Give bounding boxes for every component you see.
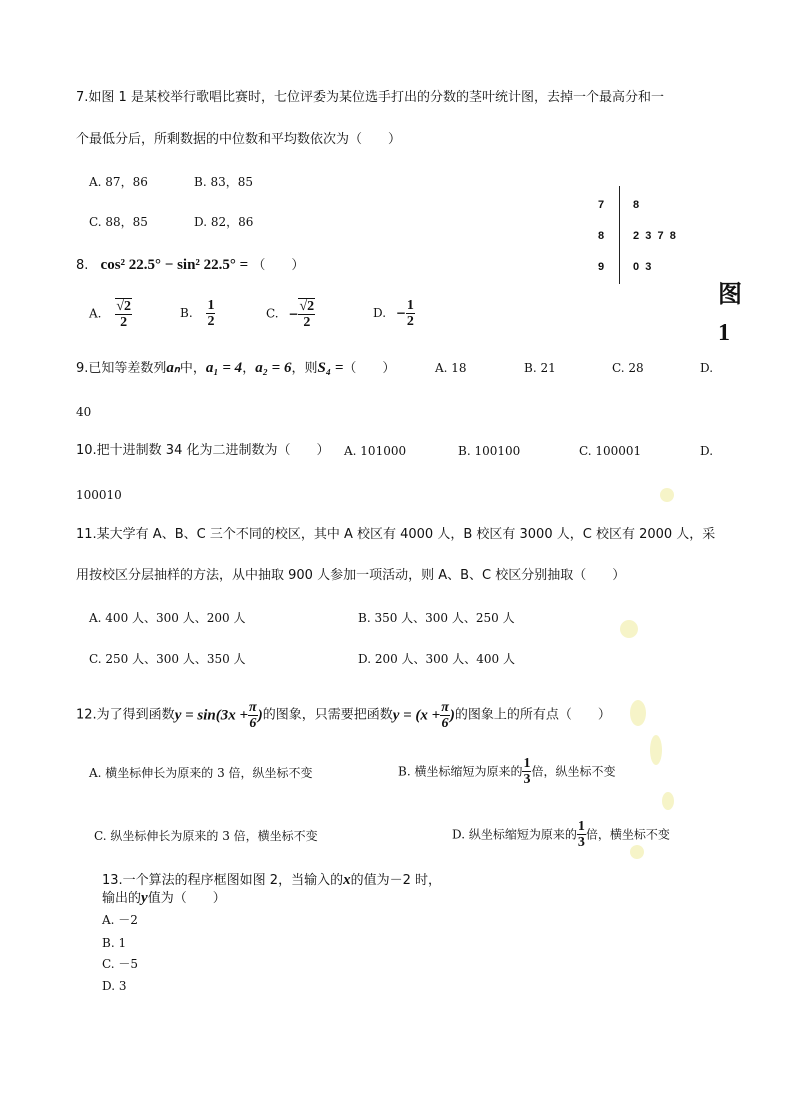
numerator: 1 <box>577 819 585 834</box>
q12-option-b-pre: B. 横坐标缩短为原来的 <box>398 764 523 779</box>
q12-option-b <box>398 756 615 787</box>
q8-option-a <box>89 298 132 330</box>
q13-var-x: x <box>343 872 351 888</box>
q11-option-c: C. 250 人、300 人、350 人 <box>89 652 246 666</box>
q10-option-a: A. 101000 <box>344 444 407 458</box>
q12-suffix: 的图象上的所有点（ ） <box>454 707 611 723</box>
q8-number: 8. <box>76 258 89 273</box>
q13-option-a: A. －2 <box>102 913 138 927</box>
q12-paren-1: ) <box>257 707 263 724</box>
q9-option-a: A. 18 <box>435 361 467 375</box>
watermark-speck <box>650 735 662 765</box>
q10-stem: 10.把十进制数 34 化为二进制数为（ ） <box>76 443 330 458</box>
q13-option-d: D. 3 <box>102 979 127 993</box>
q12-option-b-post: 倍，纵坐标不变 <box>531 764 616 779</box>
q11-line2: 用按校区分层抽样的方法，从中抽取 900 人参加一项活动，则 A、B、C 校区分别抽取（ ） <box>76 568 626 583</box>
denominator: 2 <box>120 315 128 330</box>
q12-mid: 的图象，只需要把函数 <box>262 707 393 723</box>
fraction <box>115 298 132 330</box>
q12-fraction-1 <box>248 700 258 731</box>
stem-value: 8 <box>598 230 605 242</box>
fraction <box>206 298 215 329</box>
q7-line2: 个最低分后，所剩数据的中位数和平均数依次为（ ） <box>76 132 402 147</box>
watermark-speck <box>662 792 674 810</box>
q13-option-b: B. 1 <box>102 936 127 950</box>
option-letter: B. <box>180 306 193 320</box>
figure-label: 图 <box>718 282 742 308</box>
q12-option-a: A. 横坐标伸长为原来的 3 倍，纵坐标不变 <box>89 766 313 780</box>
numerator: π <box>441 700 449 715</box>
numerator: 1 <box>406 298 414 313</box>
q13-line2-pre: 输出的 <box>102 891 142 906</box>
q7-option-a: A. 87，86 <box>89 175 148 189</box>
q9-option-d: D. <box>700 361 714 375</box>
denominator: 2 <box>207 314 215 329</box>
q12-option-d-pre: D. 纵坐标缩短为原来的 <box>452 827 577 842</box>
q9-option-c: C. 28 <box>612 361 644 375</box>
q9-option-b: B. 21 <box>524 361 556 375</box>
q9-s4: S₄ = <box>317 360 344 376</box>
q12-function-1: y = sin(3x + <box>174 707 249 724</box>
q9-option-d-value: 40 <box>76 405 92 419</box>
q13-line2 <box>102 890 226 907</box>
q7-option-c: C. 88，85 <box>89 215 148 229</box>
q12-fraction-2 <box>440 700 450 731</box>
option-letter: A. <box>89 306 102 321</box>
q12-paren-2: ) <box>449 707 455 724</box>
q13-option-c: C. －5 <box>102 957 139 971</box>
watermark-speck <box>630 700 646 726</box>
q13-line2-post: 值为（ ） <box>147 891 226 906</box>
fraction <box>406 298 415 329</box>
q12-stem <box>76 700 611 731</box>
q7-line1: 7.如图 1 是某校举行歌唱比赛时，七位评委为某位选手打出的分数的茎叶统计图，去掉一个最高分和一 <box>76 90 664 105</box>
q10-option-c: C. 100001 <box>579 444 642 458</box>
q7-option-b: B. 83，85 <box>194 175 253 189</box>
q11-option-d: D. 200 人、300 人、400 人 <box>358 652 515 666</box>
q9-stem <box>76 360 395 377</box>
denominator: 3 <box>523 772 531 787</box>
denominator: 2 <box>303 315 311 330</box>
q12-function-2: y = (x + <box>392 707 441 724</box>
q9-a1: a₁ = 4 <box>205 360 243 376</box>
fraction <box>577 819 586 850</box>
denominator: 2 <box>406 314 414 329</box>
q8-option-d <box>373 298 415 329</box>
q11-option-a: A. 400 人、300 人、200 人 <box>89 611 246 625</box>
q9-comma: ， <box>242 361 256 376</box>
fraction <box>298 298 315 330</box>
q13-line1 <box>102 872 441 889</box>
stem-leaf-divider <box>619 186 620 284</box>
numerator: 1 <box>207 298 215 313</box>
q13-line1-post: 的值为－2 时， <box>350 873 441 888</box>
q9-mid: 中， <box>179 361 206 376</box>
q12-option-d <box>452 819 670 850</box>
minus-sign: − <box>288 306 299 321</box>
q9-prefix: 9.已知等差数列 <box>76 361 167 376</box>
q11-line1: 11.某大学有 A、B、C 三个不同的校区，其中 A 校区有 4000 人，B 校区有 3000 人，C 校区有 2000 人，采 <box>76 527 716 542</box>
leaf-values: 2 3 7 8 <box>633 230 676 242</box>
q7-option-d: D. 82，86 <box>194 215 254 229</box>
watermark-speck <box>620 620 638 638</box>
q13-line1-pre: 13.一个算法的程序框图如图 2，当输入的 <box>102 873 344 888</box>
q12-option-d-post: 倍，横坐标不变 <box>585 827 670 842</box>
stem-value: 7 <box>598 199 605 211</box>
q8-expression: cos² 22.5° − sin² 22.5° = <box>100 257 249 273</box>
q8-option-c <box>266 298 315 330</box>
option-letter: C. <box>266 306 279 321</box>
numerator: 1 <box>523 756 531 771</box>
minus-sign: − <box>395 306 406 320</box>
q12-option-c: C. 纵坐标伸长为原来的 3 倍，横坐标不变 <box>94 829 318 843</box>
leaf-values: 8 <box>633 199 640 211</box>
q8-stem <box>76 257 304 274</box>
q9-then: ，则 <box>291 361 318 376</box>
q9-a2: a₂ = 6 <box>255 360 292 376</box>
q10-option-b: B. 100100 <box>458 444 521 458</box>
figure-number: 1 <box>718 320 730 346</box>
stem-value: 9 <box>598 261 605 273</box>
watermark-speck <box>660 488 674 502</box>
numerator: π <box>249 700 257 715</box>
q13-var-y: y <box>141 890 148 906</box>
q9-blank: （ ） <box>343 361 396 376</box>
q10-option-d-value: 100010 <box>76 488 122 502</box>
q11-option-b: B. 350 人、300 人、250 人 <box>358 611 515 625</box>
option-letter: D. <box>373 306 387 320</box>
numerator: √2 <box>299 299 315 314</box>
q12-prefix: 12.为了得到函数 <box>76 707 175 723</box>
q8-blank: （ ） <box>252 258 305 273</box>
denominator: 3 <box>577 835 585 850</box>
numerator: √2 <box>116 299 131 314</box>
denominator: 6 <box>441 716 449 731</box>
leaf-values: 0 3 <box>633 261 652 273</box>
q10-option-d: D. <box>700 444 714 458</box>
denominator: 6 <box>249 716 257 731</box>
q9-sequence: aₙ <box>166 360 180 376</box>
q8-option-b <box>180 298 215 329</box>
